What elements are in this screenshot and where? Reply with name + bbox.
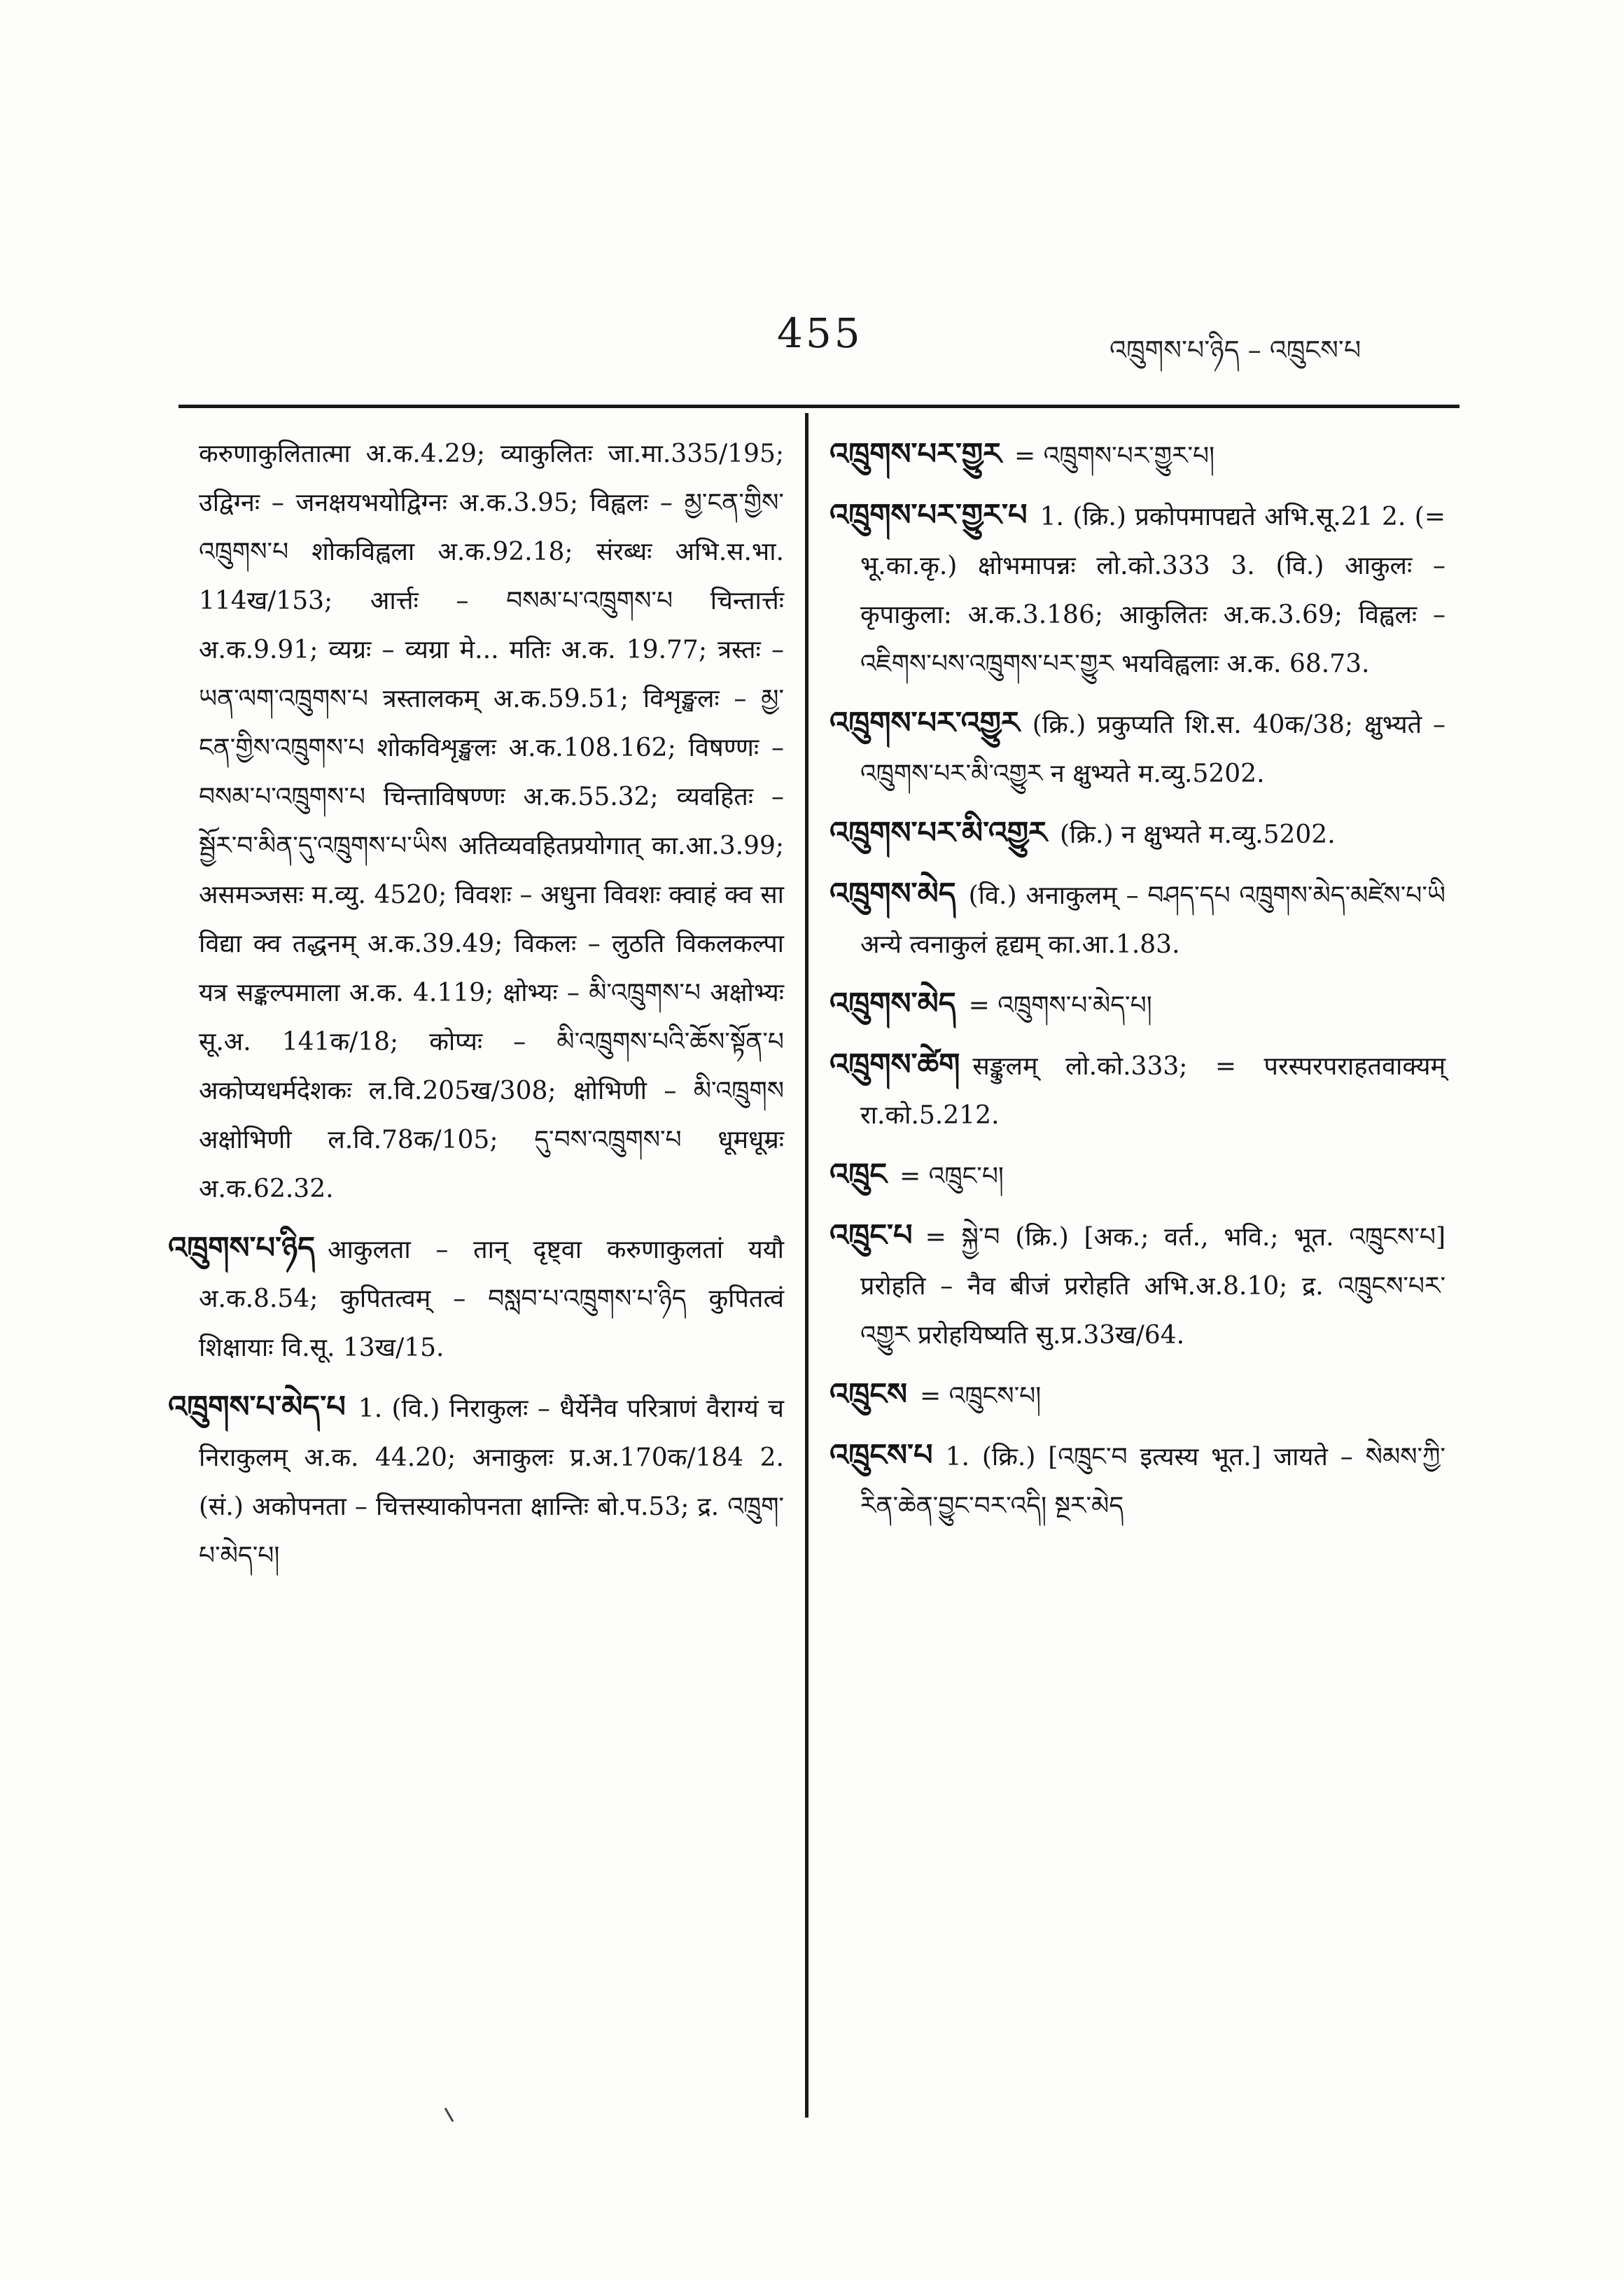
entry-headword: འཁྲུང་པ [830,1218,913,1253]
dictionary-entry [830,699,1446,799]
dictionary-entry [168,1224,784,1373]
entry-headword: འཁྲུངས་པ [830,1438,933,1473]
dictionary-entry [830,1431,1446,1531]
entry-headword: འཁྲུགས་མེད [830,986,956,1021]
entry-headword: འཁྲུགས་པར་གྱུར [830,437,1002,472]
entry-text: 1. (वि.) निराकुलः – धैर्येनैव परित्राणं वैराग्यं च निराकुलम् अ.क. 44.20; अनाकुलः प्र.अ.170क/184 2. (सं.) अकोपनता – चित्तस्याकोपनता क्षान्तिः बो.प.53; द्र. འཁྲུག་པ་མེད་པ། [199,1394,784,1570]
dictionary-entry [830,979,1446,1030]
column-divider [805,413,808,2118]
dictionary-entry [830,809,1446,860]
entry-headword: འཁྲུགས་པར་འགྱུར [830,706,1020,741]
dictionary-entry [830,869,1446,970]
dictionary-entry [830,1211,1446,1360]
running-head: འཁྲུགས་པ་ཉིད – འཁྲུངས་པ [1110,335,1362,365]
entry-headword: འཁྲུགས་པ་མེད་པ [168,1390,346,1425]
entry-text: = འཁྲུགས་པ་མེད་པ། [968,991,1152,1020]
entry-text: 1. (क्रि.) [འཁྲུང་བ इत्यस्य भूत.] जायते – སེམས་ཀྱི་རིན་ཆེན་བྱུང་བར་འདི། སྔར་མེད [860,1443,1446,1520]
left-column [168,430,784,1590]
entry-text: 1. (क्रि.) प्रकोपमापद्यते अभि.सू.21 2. (= भू.का.कृ.) क्षोभमापन्नः लो.को.333 3. (वि.) आकुलः – कृपाकुला: अ.क.3.186; आकुलितः अ.क.3.69; विह्वलः – འཇིགས་པས་འཁྲུགས་པར་གྱུར भयविह्वलाः अ.क. 68.73. [860,503,1446,678]
entry-text: = འཁྲུངས་པ། [920,1382,1042,1411]
dictionary-entry [830,1150,1446,1201]
entry-headword: འཁྲུངས [830,1377,908,1412]
entry-text: = འཁྲུང་པ། [899,1162,1004,1191]
dictionary-entry [830,1040,1446,1140]
entry-headword: འཁྲུང [830,1157,888,1192]
dictionary-entry [168,1383,784,1581]
right-column [830,430,1446,1541]
dictionary-entry [830,491,1446,689]
entry-text: करुणाकुलितात्मा अ.क.4.29; व्याकुलितः जा.मा.335/195; उद्विग्नः – जनक्षयभयोद्विग्नः अ.क.3.95; विह्वलः – མྱ་ངན་གྱིས་འཁྲུགས་པ शोकविह्वला अ.क.92.18; संरब्धः अभि.स.भा. 114ख/153; आर्त्तः – བསམ་པ་འཁྲུགས་པ चिन्तार्त्तः अ.क.9.91; व्यग्रः – व्यग्रा मे... मतिः अ.क. 19.77; त्रस्तः – ཡན་ལག་འཁྲུགས་པ त्रस्तालकम् अ.क.59.51; विशृङ्खलः – མྱ་ངན་གྱིས་འཁྲུགས་པ शोकविशृङ्खलः अ.क.108.162; विषण्णः – བསམ་པ་འཁྲུགས་པ चिन्ताविषण्णः अ.क.55.32; व्यवहितः – སྦྱོར་བ་མིན་དུ་འཁྲུགས་པ་ཡིས अतिव्यवहितप्रयोगात् का.आ.3.99; असमञ्जसः म.व्यु. 4520; विवशः – अधुना विवशः क्वाहं क्व सा विद्या क्व तद्धनम् अ.क.39.49; विकलः – लुठति विकलकल्पा यत्र सङ्कल्पमाला अ.क. 4.119; क्षोभ्यः – མི་འཁྲུགས་པ अक्षोभ्यः सू.अ. 141क/18; कोप्यः – མི་འཁྲུགས་པའི་ཆོས་སྟོན་པ अकोप्यधर्मदेशकः ल.वि.205ख/308; क्षोभिणी – མི་འཁྲུགས अक्षोभिणी ल.वि.78क/105; དུ་བས་འཁྲུགས་པ धूमधूम्रः अ.क.62.32. [199,440,784,1203]
entry-headword: འཁྲུགས་པ་ཉིད [168,1231,316,1266]
dictionary-entry [168,430,784,1214]
header-rule [178,405,1460,408]
entry-headword: འཁྲུགས་པར་མི་འགྱུར [830,816,1047,851]
entry-text: = སྐྱེ་བ (क्रि.) [अक.; वर्त., भवि.; भूत. འཁྲུངས་པ] प्ररोहति – नैव बीजं प्ररोहति अभि.अ.8.10; द्र. འཁྲུངས་པར་འགྱུར प्ररोहयिष्यति सु.प्र.33ख/64. [860,1223,1446,1350]
entry-headword: འཁྲུགས་མེད [830,876,956,911]
entry-text: (क्रि.) प्रकुप्यति शि.स. 40क/38; क्षुभ्यते – འཁྲུགས་པར་མི་འགྱུར न क्षुभ्यते म.व्यु.5202. [860,711,1446,788]
page-number: 455 [777,309,863,357]
entry-text: (वि.) अनाकुलम् – བཤད་དཔ འཁྲུགས་མེད་མཛེས་པ་ཡི अन्ये त्वनाकुलं हृद्यम् का.आ.1.83. [860,881,1446,959]
entry-headword: འཁྲུགས་ཚེག [830,1047,960,1082]
entry-text: आकुलता – तान् दृष्ट्वा करुणाकुलतां ययौ अ.क.8.54; कुपितत्वम् – བསླབ་པ་འཁྲུགས་པ་ཉིད कुपितत्वं शिक्षायाः वि.सू. 13ख/15. [199,1236,784,1362]
entry-text: = འཁྲུགས་པར་གྱུར་པ། [1014,442,1215,470]
scan-mark [444,2108,454,2122]
entry-text: (क्रि.) न क्षुभ्यते म.व्यु.5202. [1059,820,1336,849]
dictionary-entry [830,1370,1446,1421]
entry-text: सङ्कुलम् लो.को.333; = परस्परपराहतवाक्यम् रा.को.5.212. [860,1052,1446,1130]
entry-headword: འཁྲུགས་པར་གྱུར་པ [830,498,1028,533]
dictionary-entry [830,430,1446,481]
